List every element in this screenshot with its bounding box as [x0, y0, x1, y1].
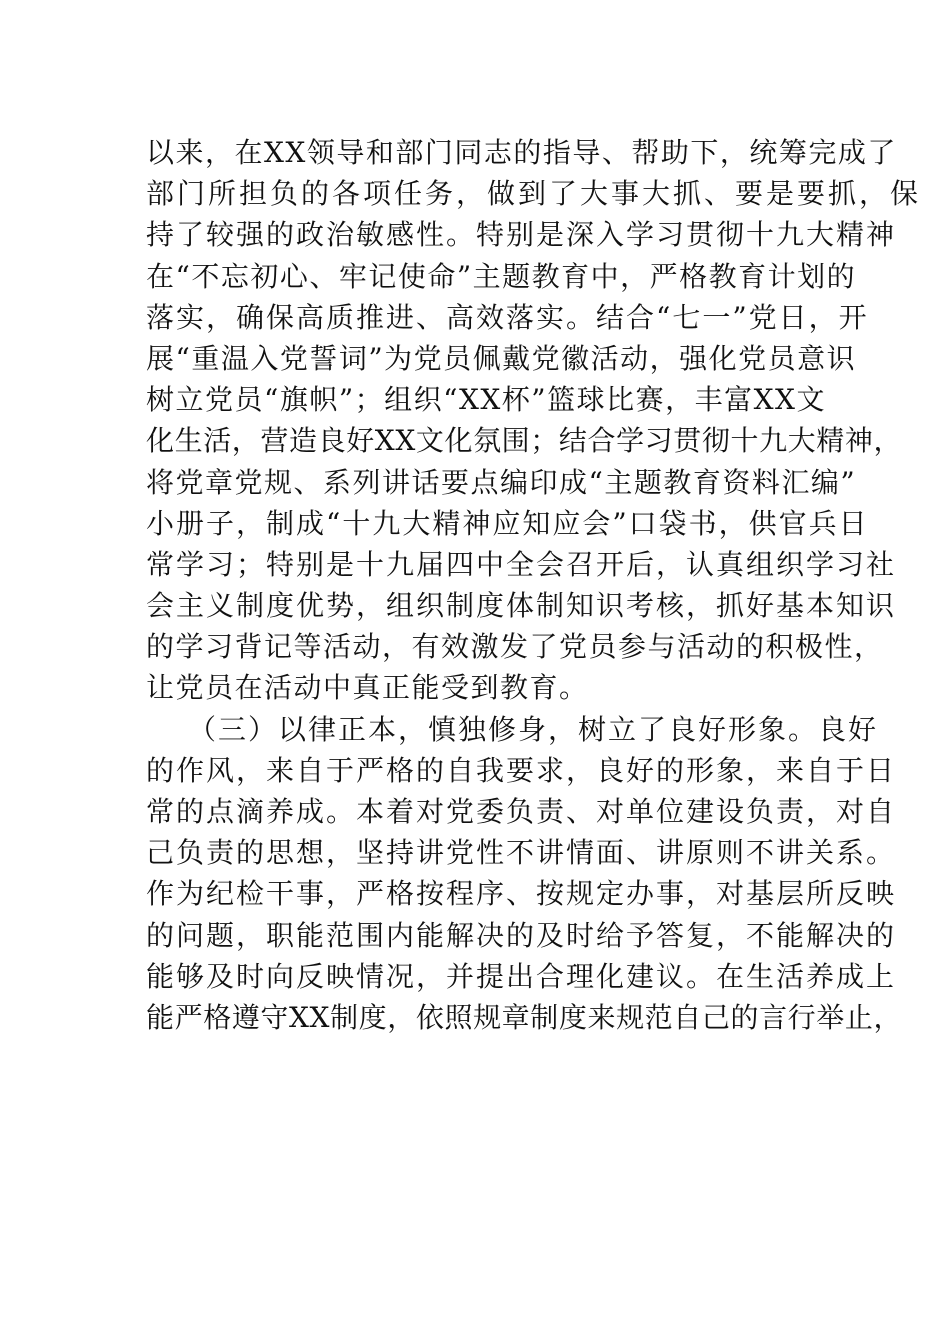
text-line-4: 在“不忘初心、牢记使命”主题教育中，严格教育计划的 [146, 259, 857, 293]
text-line-20: 的问题，职能范围内能解决的及时给予答复，不能解决的 [146, 918, 897, 952]
text-line-21: 能够及时向反映情况，并提出合理化建议。在生活养成上 [146, 959, 897, 993]
text-line-19: 作为纪检干事，严格按程序、按规定办事，对基层所反映 [146, 877, 897, 911]
text-line-8: 化生活，营造良好XX文化氛围；结合学习贯彻十九大精神， [146, 424, 903, 458]
text-line-7: 树立党员“旗帜”；组织“XX杯”篮球比赛，丰富XX文 [146, 383, 826, 417]
text-line-5: 落实，确保高质推进、高效落实。结合“七一”党日，开 [146, 300, 869, 334]
text-line-22: 能严格遵守XX制度，依照规章制度来规范自己的言行举止， [146, 1000, 903, 1034]
body-text [146, 132, 922, 1038]
text-line-14: 让党员在活动中真正能受到教育。 [146, 671, 589, 705]
text-line-11: 常学习；特别是十九届四中全会召开后，认真组织学习社 [146, 547, 897, 581]
text-line-18: 己负责的思想，坚持讲党性不讲情面、讲原则不讲关系。 [146, 836, 897, 870]
text-line-13: 的学习背记等活动，有效激发了党员参与活动的积极性， [146, 630, 884, 664]
text-line-10: 小册子，制成“十九大精神应知应会”口袋书，供官兵日 [146, 506, 869, 540]
text-line-6: 展“重温入党誓词”为党员佩戴党徽活动，强化党员意识 [146, 341, 857, 375]
text-line-1: 以来，在XX领导和部门同志的指导、帮助下，统筹完成了 [146, 136, 897, 169]
text-line-12: 会主义制度优势，组织制度体制知识考核，抓好基本知识 [146, 589, 897, 623]
text-line-16: 的作风，来自于严格的自我要求，良好的形象，来自于日 [146, 753, 897, 787]
text-line-2: 部门所担负的各项任务，做到了大事大抓、要是要抓，保 [146, 177, 922, 211]
text-line-9: 将党章党规、系列讲话要点编印成“主题教育资料汇编” [146, 465, 857, 499]
text-line-17: 常的点滴养成。本着对党委负责、对单位建设负责，对自 [146, 795, 897, 828]
text-line-3: 持了较强的政治敏感性。特别是深入学习贯彻十九大精神 [146, 218, 897, 252]
section-heading-line: （三）以律正本，慎独修身，树立了良好形象。良好 [188, 712, 879, 746]
